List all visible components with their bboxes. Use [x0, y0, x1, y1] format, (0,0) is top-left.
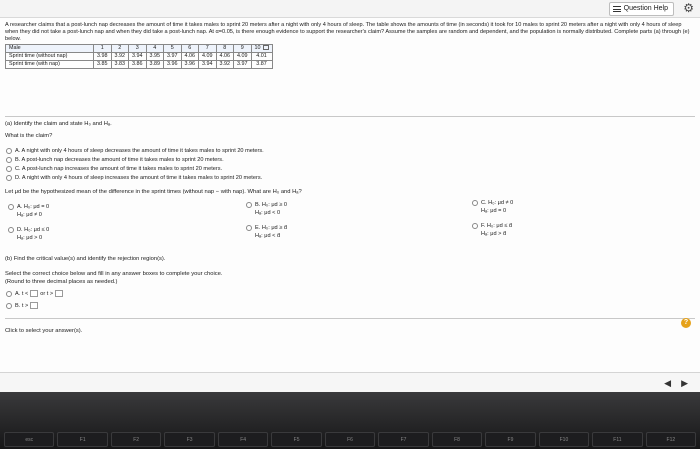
table-cell: 3.96: [164, 61, 182, 69]
claim-option-b[interactable]: [6, 157, 224, 163]
next-arrow-icon[interactable]: ▶: [681, 378, 688, 388]
radio-button[interactable]: [8, 204, 14, 210]
table-header-cell: 8: [216, 45, 234, 53]
radio-button[interactable]: [472, 200, 478, 206]
hyp-f-alt: Hₐ: μd > d̄: [481, 231, 507, 237]
table-header-label: Male: [6, 45, 94, 53]
table-row-label: Sprint time (without nap): [6, 53, 94, 61]
radio-button[interactable]: [246, 225, 252, 231]
table-cell: 3.89: [146, 61, 164, 69]
radio-button[interactable]: [6, 291, 12, 297]
hyp-option-f[interactable]: F. H₀: μd ≤ d̄ Hₐ: μd > d̄: [472, 222, 512, 238]
table-cell: 3.85: [94, 61, 112, 69]
key-esc[interactable]: esc: [4, 432, 54, 447]
key-f3[interactable]: F3: [164, 432, 214, 447]
claim-question: What is the claim?: [5, 133, 53, 139]
radio-button[interactable]: [472, 223, 478, 229]
key-f9[interactable]: F9: [485, 432, 535, 447]
critical-value-lower-input[interactable]: [30, 290, 38, 297]
rounding-note: (Round to three decimal places as needed.): [5, 279, 118, 285]
copy-table-icon[interactable]: [263, 45, 269, 50]
table-header-cell: 9: [234, 45, 252, 53]
critical-option-a[interactable]: A. t < or t >: [6, 290, 65, 297]
hyp-option-d[interactable]: D. H₀: μd ≤ 0 Hₐ: μd > 0: [8, 226, 49, 242]
claim-option-d[interactable]: [6, 175, 262, 181]
key-f8[interactable]: F8: [432, 432, 482, 447]
table-cell: 3.96: [181, 61, 199, 69]
key-f11[interactable]: F11: [592, 432, 642, 447]
hyp-d-alt: Hₐ: μd > 0: [17, 235, 43, 241]
hyp-e-alt: Hₐ: μd < d̄: [255, 233, 281, 239]
hypothesis-prompt: Let μd be the hypothesized mean of the difference in the sprint times (without nap − with nap). What are H₀ and Hₐ?: [5, 189, 302, 195]
hyp-c-null: H₀: μd ≠ 0: [488, 200, 514, 206]
table-cell: 4.06: [181, 53, 199, 61]
claim-option-a[interactable]: [6, 148, 264, 154]
table-cell: 3.98: [94, 53, 112, 61]
key-f2[interactable]: F2: [111, 432, 161, 447]
radio-button[interactable]: [6, 166, 12, 172]
part-b-title: (b) Find the critical value(s) and identify the rejection region(s).: [5, 256, 166, 262]
table-header-cell: 5: [164, 45, 182, 53]
claim-option-c[interactable]: [6, 166, 222, 172]
top-toolbar: [0, 0, 700, 18]
table-header-cell: 1: [94, 45, 112, 53]
key-f7[interactable]: F7: [378, 432, 428, 447]
table-row: [6, 53, 273, 61]
hyp-b-null: H₀: μd ≥ 0: [261, 202, 287, 208]
table-cell: 3.92: [111, 53, 129, 61]
hyp-b-alt: Hₐ: μd < 0: [255, 210, 281, 216]
question-navigation: [664, 378, 688, 389]
hyp-a-alt: Hₐ: μd ≠ 0: [17, 212, 42, 218]
table-cell: 3.87: [251, 61, 272, 69]
radio-button[interactable]: [6, 303, 12, 309]
claim-option-d-label: D. A night with only 4 hours of sleep increases the amount of time it takes males to sprint 20 meters.: [15, 175, 263, 181]
table-cell: 3.92: [216, 61, 234, 69]
footer-divider: [5, 318, 695, 319]
key-f10[interactable]: F10: [539, 432, 589, 447]
critical-option-b[interactable]: B. t >: [6, 302, 40, 309]
table-cell: 3.94: [199, 61, 217, 69]
radio-button[interactable]: [8, 227, 14, 233]
table-cell: 4.09: [234, 53, 252, 61]
critical-a-left-label: t <: [21, 290, 29, 297]
status-text: Click to select your answer(s).: [5, 328, 83, 334]
table-header-cell: 10: [251, 45, 272, 53]
keyboard-function-row: [0, 432, 700, 449]
question-help-label: Question Help: [623, 5, 668, 12]
sprint-time-table: [5, 44, 273, 69]
list-icon: [613, 6, 621, 12]
claim-option-c-label: C. A post-lunch nap increases the amount of time it takes males to sprint 20 meters.: [15, 166, 223, 172]
table-row: [6, 61, 273, 69]
radio-button[interactable]: [6, 175, 12, 181]
table-cell: 3.94: [129, 53, 147, 61]
previous-arrow-icon[interactable]: ◀: [664, 378, 672, 388]
part-b-instruction: Select the correct choice below and fill in any answer boxes to complete your choice.: [5, 271, 223, 277]
radio-button[interactable]: [6, 157, 12, 163]
radio-button[interactable]: [246, 202, 252, 208]
claim-option-b-label: B. A post-lunch nap decreases the amount of time it takes males to sprint 20 meters.: [15, 157, 224, 163]
table-cell: 3.97: [234, 61, 252, 69]
table-cell: 4.01: [251, 53, 272, 61]
table-cell: 3.97: [164, 53, 182, 61]
question-content: [5, 22, 695, 69]
section-divider: [5, 116, 695, 117]
table-header-cell: 3: [129, 45, 147, 53]
table-cell: 3.86: [129, 61, 147, 69]
navigation-bar: [0, 372, 700, 392]
table-header-row: [6, 45, 273, 53]
table-cell: 3.83: [111, 61, 129, 69]
table-row-label: Sprint time (with nap): [6, 61, 94, 69]
key-f12[interactable]: F12: [646, 432, 696, 447]
table-header-cell: 7: [199, 45, 217, 53]
table-header-cell: 6: [181, 45, 199, 53]
question-help-button[interactable]: [609, 2, 674, 16]
critical-a-mid-label: or t >: [40, 290, 54, 297]
radio-button[interactable]: [6, 148, 12, 154]
critical-value-input[interactable]: [30, 302, 38, 309]
key-f5[interactable]: F5: [271, 432, 321, 447]
gear-icon[interactable]: ⚙: [683, 1, 694, 15]
table-cell: 3.95: [146, 53, 164, 61]
table-cell: 4.09: [199, 53, 217, 61]
table-header-cell: 4: [146, 45, 164, 53]
hyp-d-null: H₀: μd ≤ 0: [24, 227, 50, 233]
hyp-option-c[interactable]: C. H₀: μd ≠ 0 Hₐ: μd = 0: [472, 199, 513, 215]
hyp-option-a[interactable]: A. H₀: μd = 0 Hₐ: μd ≠ 0: [8, 203, 49, 219]
claim-option-a-label: A. A night with only 4 hours of sleep decreases the amount of time it takes males to sprint 20 meters.: [15, 148, 264, 154]
key-f4[interactable]: F4: [218, 432, 268, 447]
help-icon[interactable]: ?: [681, 318, 691, 328]
table-header-cell: 2: [111, 45, 129, 53]
critical-value-upper-input[interactable]: [55, 290, 63, 297]
problem-statement: A researcher claims that a post-lunch nap decreases the amount of time it takes males to sprint 20 meters after a night with only 4 hours of sleep. The table shows the amounts of time (in seconds) it took for 10 males to sprint 20 meters after a night with only 4 hours of sleep when they did not take a post-lunch nap and when they did take a post-lunch nap. At α=0.05, is there enough evidence to support the researcher's claim? Assume the samples are random and dependent, and the population is normally distributed. Complete parts (a) through (e) below.: [5, 22, 690, 42]
key-f6[interactable]: F6: [325, 432, 375, 447]
hyp-a-null: H₀: μd = 0: [23, 204, 50, 210]
part-a-title: (a) Identify the claim and state H₀ and Hₐ.: [5, 121, 112, 127]
critical-b-label: t >: [21, 302, 29, 309]
key-f1[interactable]: F1: [57, 432, 107, 447]
table-cell: 4.06: [216, 53, 234, 61]
hyp-f-null: H₀: μd ≤ d̄: [486, 223, 513, 229]
hyp-option-e[interactable]: E. H₀: μd ≥ d̄ Hₐ: μd < d̄: [246, 224, 287, 240]
hyp-c-alt: Hₐ: μd = 0: [481, 208, 507, 214]
hyp-option-b[interactable]: B. H₀: μd ≥ 0 Hₐ: μd < 0: [246, 201, 287, 217]
hyp-e-null: H₀: μd ≥ d̄: [261, 225, 287, 231]
